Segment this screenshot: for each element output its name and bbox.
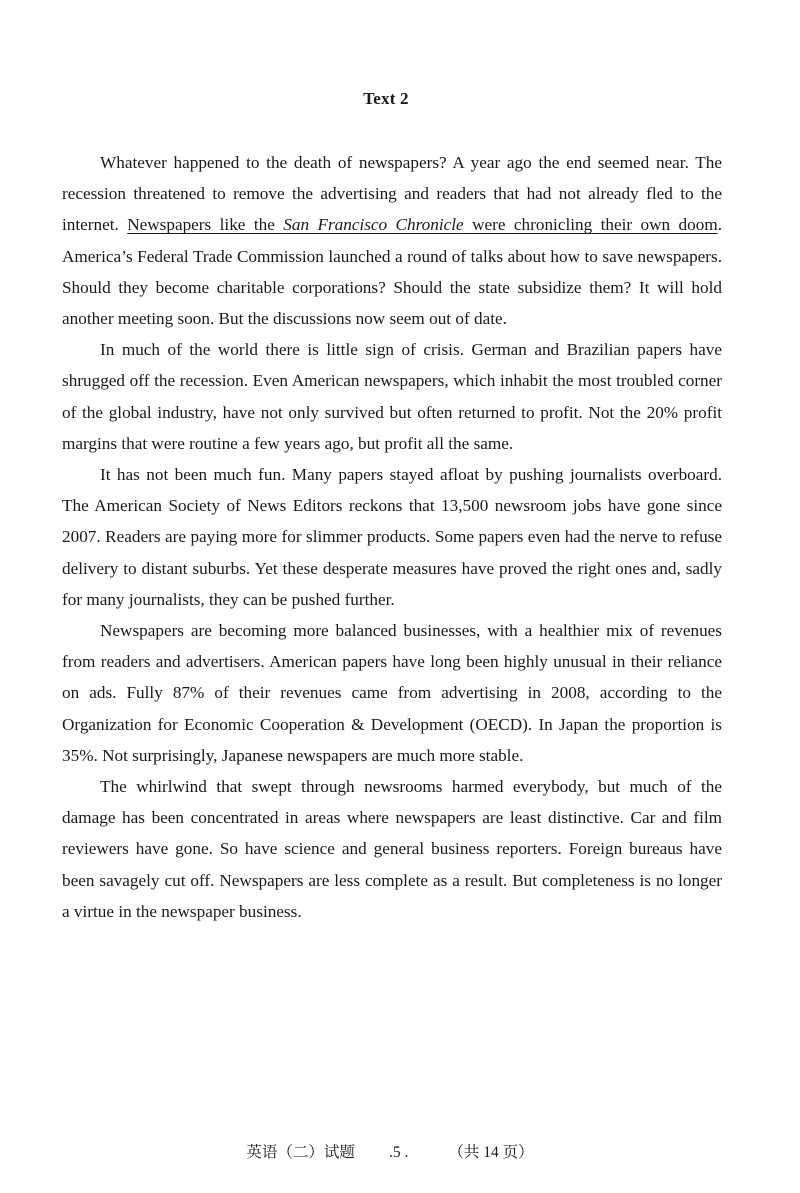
paragraph-3: It has not been much fun. Many papers stayed afloat by pushing journalists overboard. The American Society of News Editors reckons that 13,500 newsroom jobs have gone since 2007. Readers are paying more for slimmer products. Some papers even had the nerve to refuse delivery to distant suburbs. Yet these desperate measures have proved the right ones and, sadly for many journalists, they can be pushed further.	[62, 465, 722, 609]
exam-name: 英语（二）试题	[246, 1144, 355, 1161]
section-title: Text 2	[363, 89, 409, 108]
paragraph-1-text: Whatever happened to the death of newspapers? A year ago the end seemed near. The recession threatened to remove the advertising and readers that had not already fled to the internet.	[62, 153, 722, 235]
paragraph-1	[62, 147, 722, 334]
underlined-sentence	[127, 215, 717, 234]
paragraph-4: Newspapers are becoming more balanced businesses, with a healthier mix of revenues from readers and advertisers. American papers have long been highly unusual in their reliance on ads. Fully 87% of their revenues came from advertising in 2008, according to the Organization for Economic Cooperation & Development (OECD). In Japan the proportion is 35%. Not surprisingly, Japanese newspapers are much more stable.	[62, 621, 722, 765]
paragraph-2: In much of the world there is little sign of crisis. German and Brazilian papers have shrugged off the recession. Even American newspapers, which inhabit the most troubled corner of the global industry, have not only survived but often returned to profit. Not the 20% profit margins that were routine a few years ago, but profit all the same.	[62, 340, 722, 453]
total-pages: （共 14 页）	[448, 1144, 534, 1161]
paragraph-1-text-end: . America’s Federal Trade Commission launched a round of talks about how to save newspapers. Should they become charitable corporations? Should the state subsidize them? It will hold another meeting soon. But the discussions now seem out of date.	[62, 215, 722, 329]
page-footer	[0, 1140, 780, 1162]
underlined-text-end: were chronicling their own doom	[463, 215, 718, 235]
underlined-text-start: Newspapers like the	[127, 215, 284, 235]
page-number: .5 .	[388, 1144, 409, 1161]
paragraph-5: The whirlwind that swept through newsrooms harmed everybody, but much of the damage has been concentrated in areas where newspapers are least distinctive. Car and film reviewers have gone. So have science and general business reporters. Foreign bureaus have been savagely cut off. Newspapers are less complete as a result. But completeness is no longer a virtue in the newspaper business.	[62, 777, 722, 921]
passage-body	[62, 147, 722, 927]
newspaper-name-italic: San Francisco Chronicle	[283, 215, 464, 235]
